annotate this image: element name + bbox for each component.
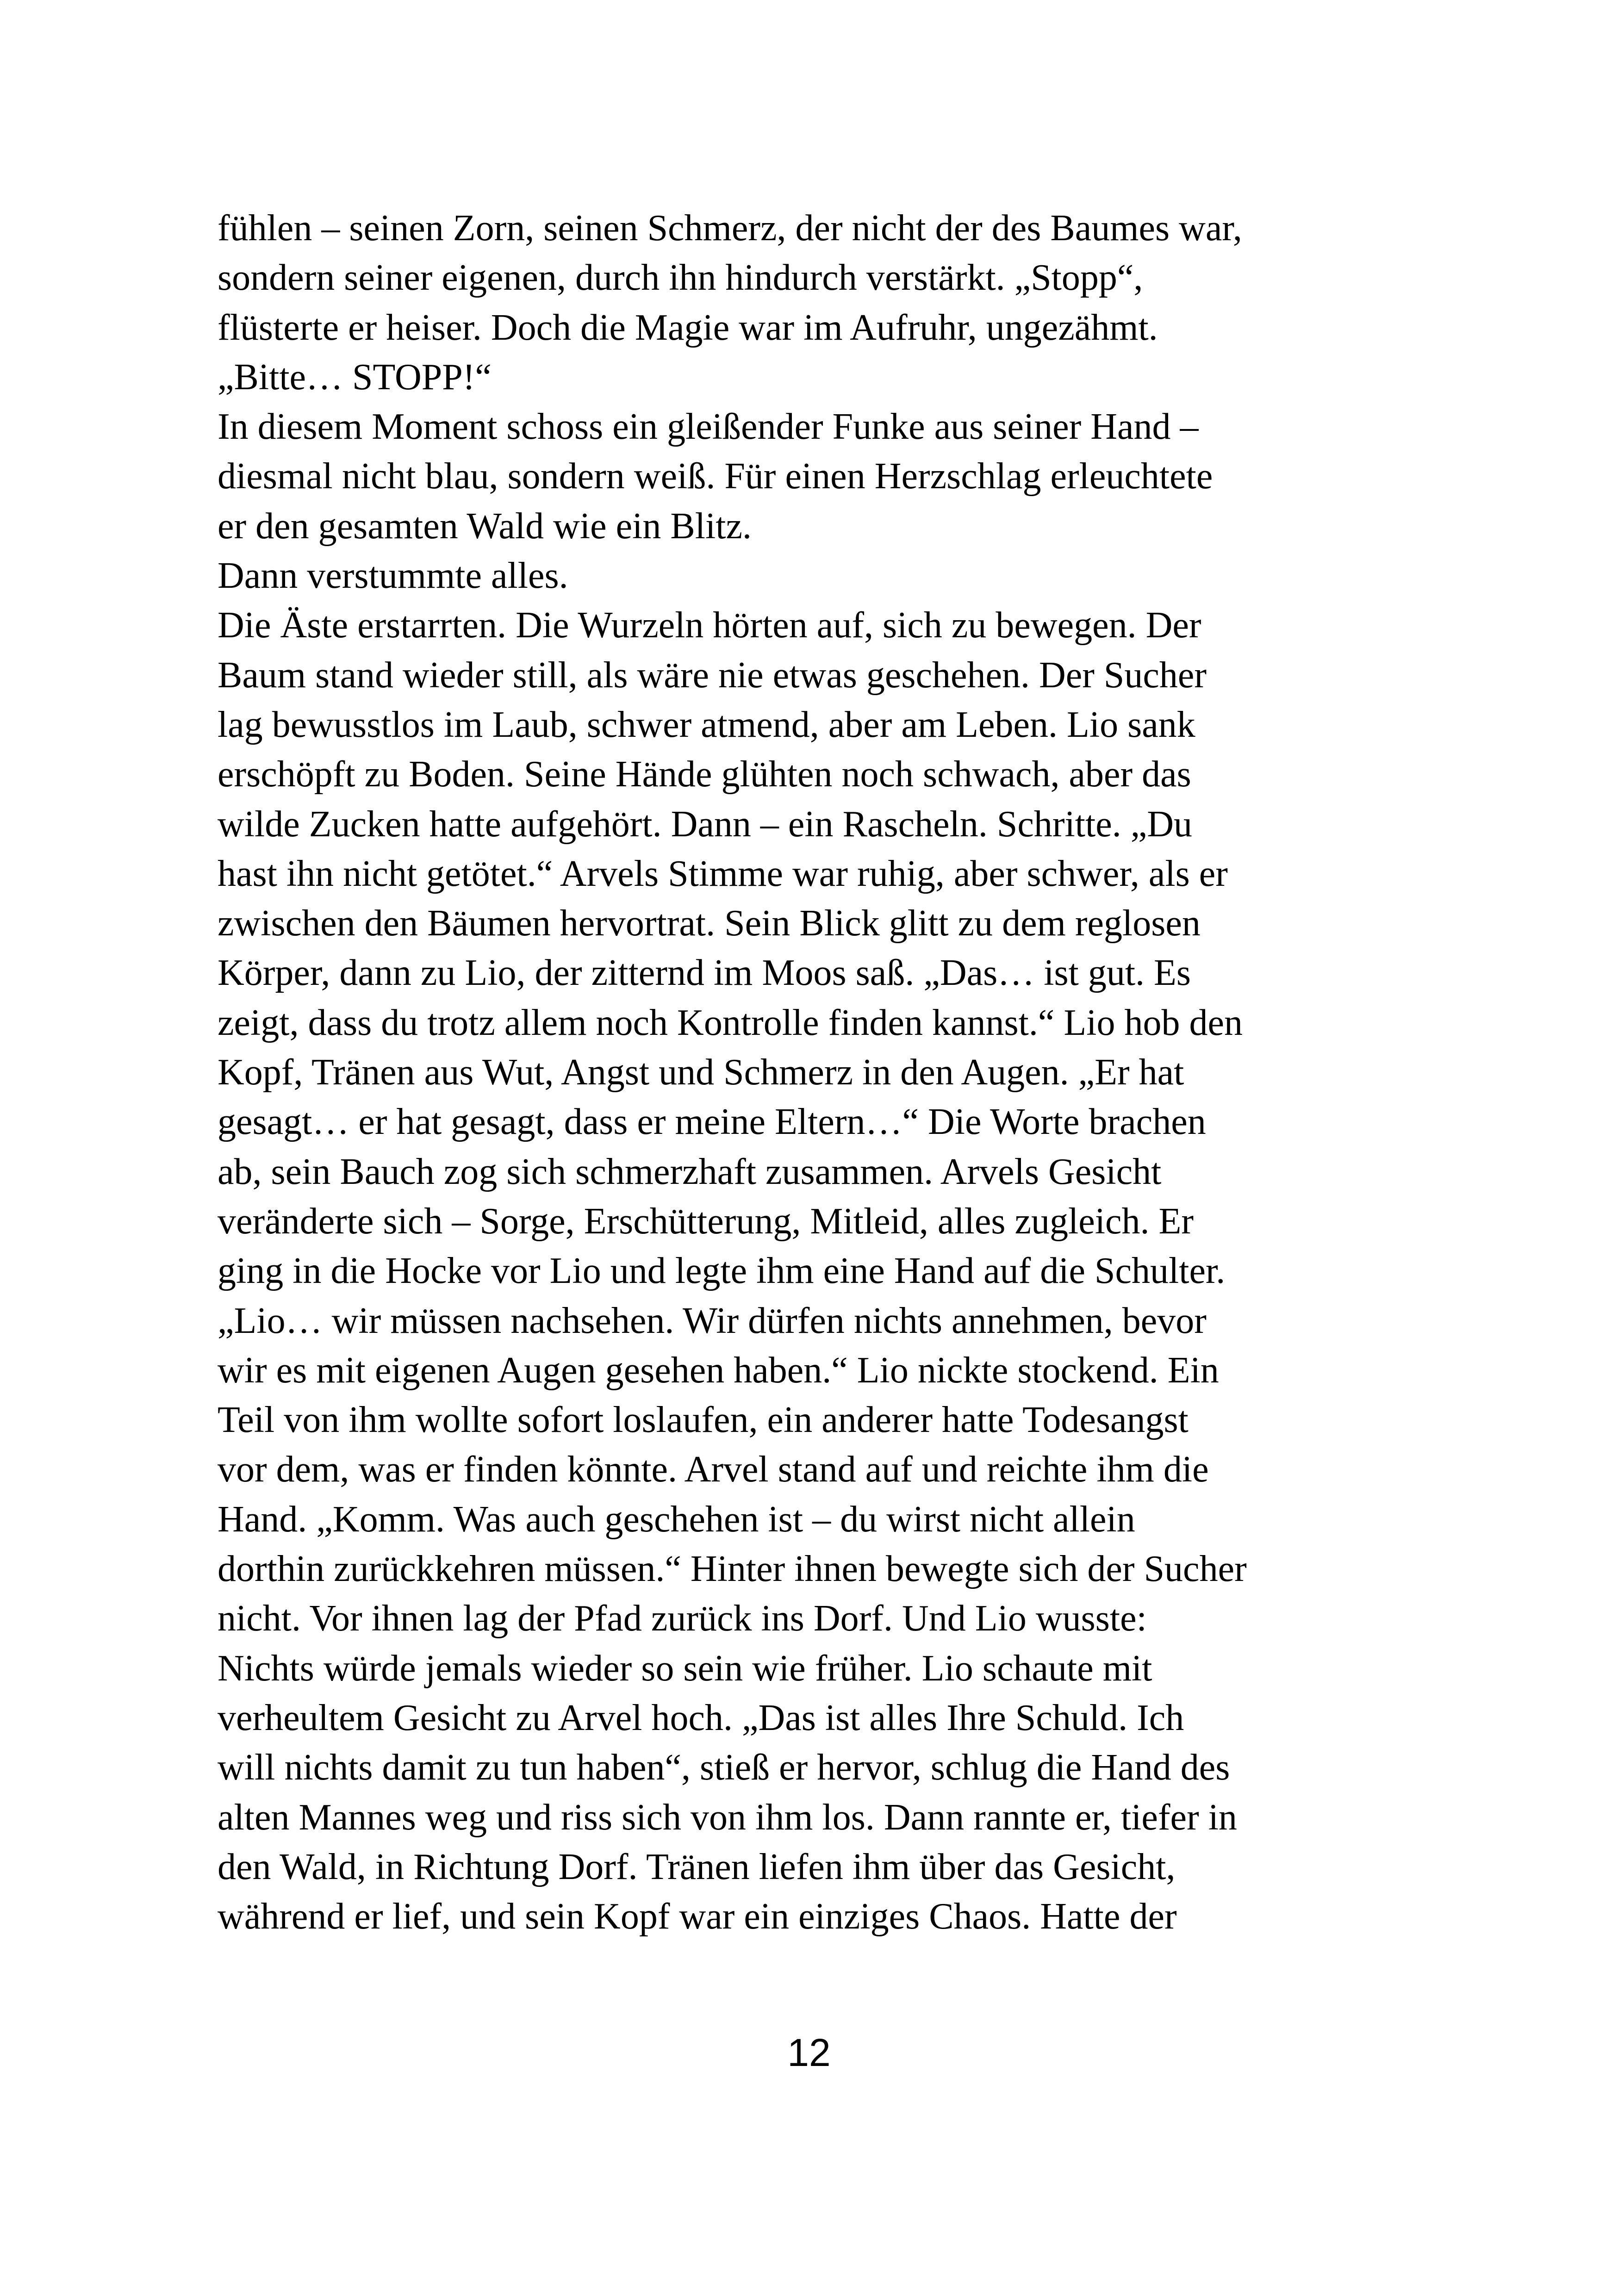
text-line: hast ihn nicht getötet.“ Arvels Stimme war ruhig, aber schwer, als er: [218, 853, 1228, 894]
text-line: flüsterte er heiser. Doch die Magie war im Aufruhr, ungezähmt.: [218, 307, 1158, 348]
text-line: zwischen den Bäumen hervortrat. Sein Blick glitt zu dem reglosen: [218, 903, 1201, 944]
text-line: wir es mit eigenen Augen gesehen haben.“ Lio nickte stockend. Ein: [218, 1350, 1219, 1391]
text-line: dorthin zurückkehren müssen.“ Hinter ihnen bewegte sich der Sucher: [218, 1549, 1247, 1590]
text-line: verheultem Gesicht zu Arvel hoch. „Das ist alles Ihre Schuld. Ich: [218, 1697, 1184, 1738]
text-line: nicht. Vor ihnen lag der Pfad zurück ins Dorf. Und Lio wusste:: [218, 1598, 1147, 1639]
text-line: ging in die Hocke vor Lio und legte ihm eine Hand auf die Schulter.: [218, 1251, 1226, 1292]
text-line: Kopf, Tränen aus Wut, Angst und Schmerz in den Augen. „Er hat: [218, 1052, 1184, 1093]
text-line: fühlen – seinen Zorn, seinen Schmerz, der nicht der des Baumes war,: [218, 208, 1242, 249]
text-line: alten Mannes weg und riss sich von ihm los. Dann rannte er, tiefer in: [218, 1797, 1237, 1838]
text-line: Körper, dann zu Lio, der zitternd im Moos saß. „Das… ist gut. Es: [218, 952, 1191, 994]
text-line: Die Äste erstarrten. Die Wurzeln hörten auf, sich zu bewegen. Der: [218, 605, 1201, 646]
text-line: er den gesamten Wald wie ein Blitz.: [218, 505, 752, 547]
page-number: 12: [787, 2031, 831, 2074]
text-line: zeigt, dass du trotz allem noch Kontrolle finden kannst.“ Lio hob den: [218, 1002, 1243, 1043]
text-line: Hand. „Komm. Was auch geschehen ist – du wirst nicht allein: [218, 1499, 1135, 1540]
text-line: In diesem Moment schoss ein gleißender Funke aus seiner Hand –: [218, 406, 1199, 448]
text-line: veränderte sich – Sorge, Erschütterung, Mitleid, alles zugleich. Er: [218, 1201, 1194, 1242]
text-line: sondern seiner eigenen, durch ihn hindurch verstärkt. „Stopp“,: [218, 257, 1143, 299]
text-line: „Bitte… STOPP!“: [218, 356, 492, 398]
body-text: [218, 204, 1421, 1941]
text-line: Teil von ihm wollte sofort loslaufen, ein anderer hatte Todesangst: [218, 1400, 1189, 1441]
text-line: während er lief, und sein Kopf war ein einziges Chaos. Hatte der: [218, 1896, 1177, 1937]
text-line: wilde Zucken hatte aufgehört. Dann – ein Rascheln. Schritte. „Du: [218, 803, 1192, 845]
text-line: gesagt… er hat gesagt, dass er meine Eltern…“ Die Worte brachen: [218, 1101, 1206, 1143]
text-line: will nichts damit zu tun haben“, stieß er hervor, schlug die Hand des: [218, 1747, 1230, 1788]
text-line: Nichts würde jemals wieder so sein wie früher. Lio schaute mit: [218, 1648, 1152, 1689]
text-line: vor dem, was er finden könnte. Arvel stand auf und reichte ihm die: [218, 1449, 1209, 1490]
text-line: Baum stand wieder still, als wäre nie etwas geschehen. Der Sucher: [218, 654, 1207, 696]
text-line: erschöpft zu Boden. Seine Hände glühten noch schwach, aber das: [218, 754, 1191, 795]
text-line: ab, sein Bauch zog sich schmerzhaft zusammen. Arvels Gesicht: [218, 1151, 1162, 1192]
text-line: „Lio… wir müssen nachsehen. Wir dürfen nichts annehmen, bevor: [218, 1300, 1207, 1341]
text-line: den Wald, in Richtung Dorf. Tränen liefen ihm über das Gesicht,: [218, 1846, 1176, 1887]
text-line: Dann verstummte alles.: [218, 555, 568, 597]
text-line: lag bewusstlos im Laub, schwer atmend, aber am Leben. Lio sank: [218, 704, 1195, 745]
text-line: diesmal nicht blau, sondern weiß. Für einen Herzschlag erleuchtete: [218, 456, 1213, 497]
